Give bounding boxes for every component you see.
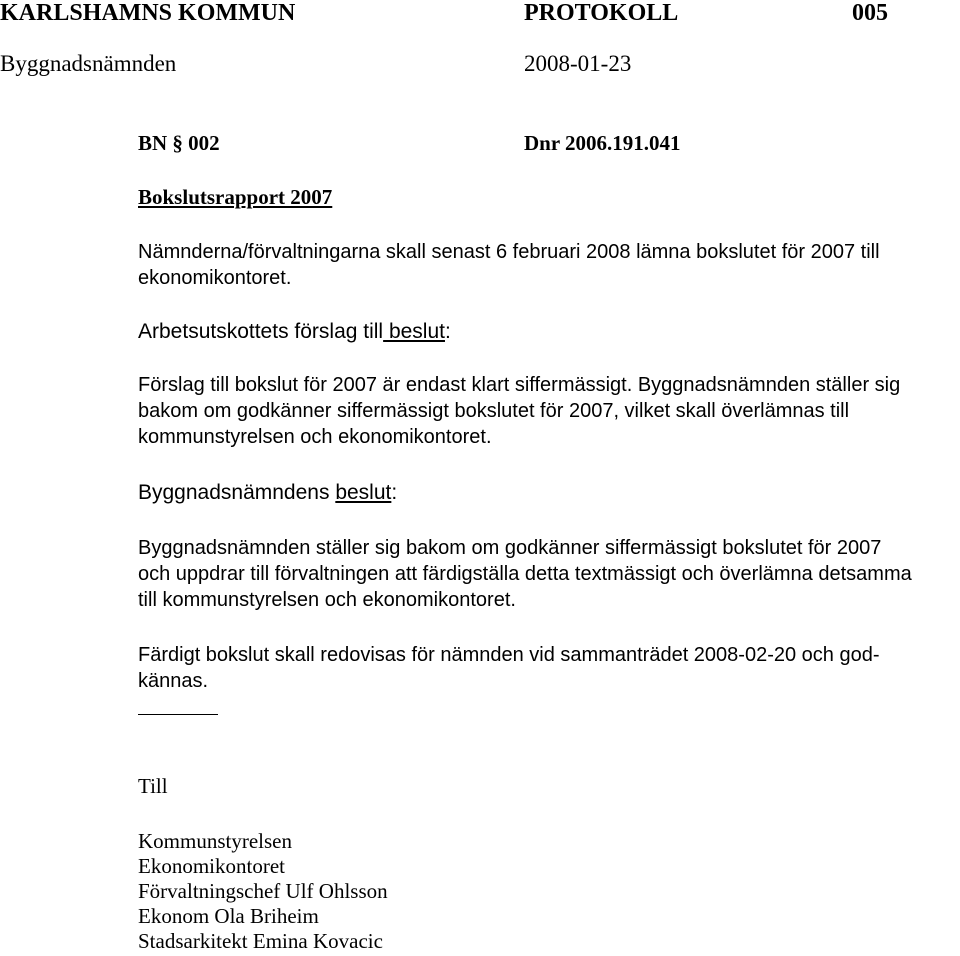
header-page-number: 005 [852, 0, 888, 26]
decision-heading [138, 481, 397, 505]
intro-line: Nämnderna/förvaltningarna skall senast 6 februari 2008 lämna bokslutet för 2007 till [138, 241, 880, 263]
recipient-item: Ekonom Ola Briheim [138, 904, 319, 928]
au-proposal-heading-colon: : [444, 320, 451, 343]
recipient-item: Stadsarkitekt Emina Kovacic [138, 929, 383, 953]
case-number: BN § 002 [138, 131, 220, 155]
header-doc-type: PROTOKOLL [524, 0, 679, 26]
distribution-label: Till [138, 774, 168, 798]
decision-heading-colon: : [391, 481, 398, 504]
approval-line: kännas. [138, 670, 209, 692]
header-committee: Byggnadsnämnden [0, 51, 177, 76]
decision-paragraph [138, 535, 912, 613]
document-title: Bokslutsrapport 2007 [138, 185, 333, 209]
au-proposal-line: Förslag till bokslut för 2007 är endast klart siffermässigt. Byggnadsnämnden ställer sig [138, 374, 901, 396]
recipient-item: Ekonomikontoret [138, 854, 285, 878]
recipient-item: Förvaltningschef Ulf Ohlsson [138, 879, 388, 903]
decision-heading-text: Byggnadsnämndens [138, 481, 336, 504]
approval-paragraph [138, 642, 880, 694]
section-divider [138, 714, 218, 715]
decision-line: och uppdrar till förvaltningen att färdigställa detta textmässigt och överlämna detsamma [138, 563, 912, 585]
header-date: 2008-01-23 [524, 51, 632, 76]
au-proposal-paragraph [138, 372, 900, 450]
case-dnr: Dnr 2006.191.041 [524, 131, 681, 155]
au-proposal-line: bakom om godkänner siffermässigt bokslutet för 2007, vilket skall överlämnas till [138, 400, 850, 422]
intro-line: ekonomikontoret. [138, 267, 292, 289]
au-proposal-heading [138, 320, 451, 344]
header-org: KARLSHAMNS KOMMUN [0, 0, 296, 26]
au-proposal-heading-underlined: beslut [383, 320, 445, 343]
approval-line: Färdigt bokslut skall redovisas för nämnden vid sammanträdet 2008-02-20 och god- [138, 644, 880, 666]
au-proposal-heading-text: Arbetsutskottets förslag till [138, 320, 384, 343]
au-proposal-line: kommunstyrelsen och ekonomikontoret. [138, 426, 492, 448]
decision-line: Byggnadsnämnden ställer sig bakom om godkänner siffermässigt bokslutet för 2007 [138, 537, 882, 559]
decision-line: till kommunstyrelsen och ekonomikontoret. [138, 589, 516, 611]
distribution-list [138, 829, 388, 954]
recipient-item: Kommunstyrelsen [138, 829, 292, 853]
intro-paragraph [138, 239, 880, 291]
decision-heading-underlined: beslut [335, 481, 392, 504]
